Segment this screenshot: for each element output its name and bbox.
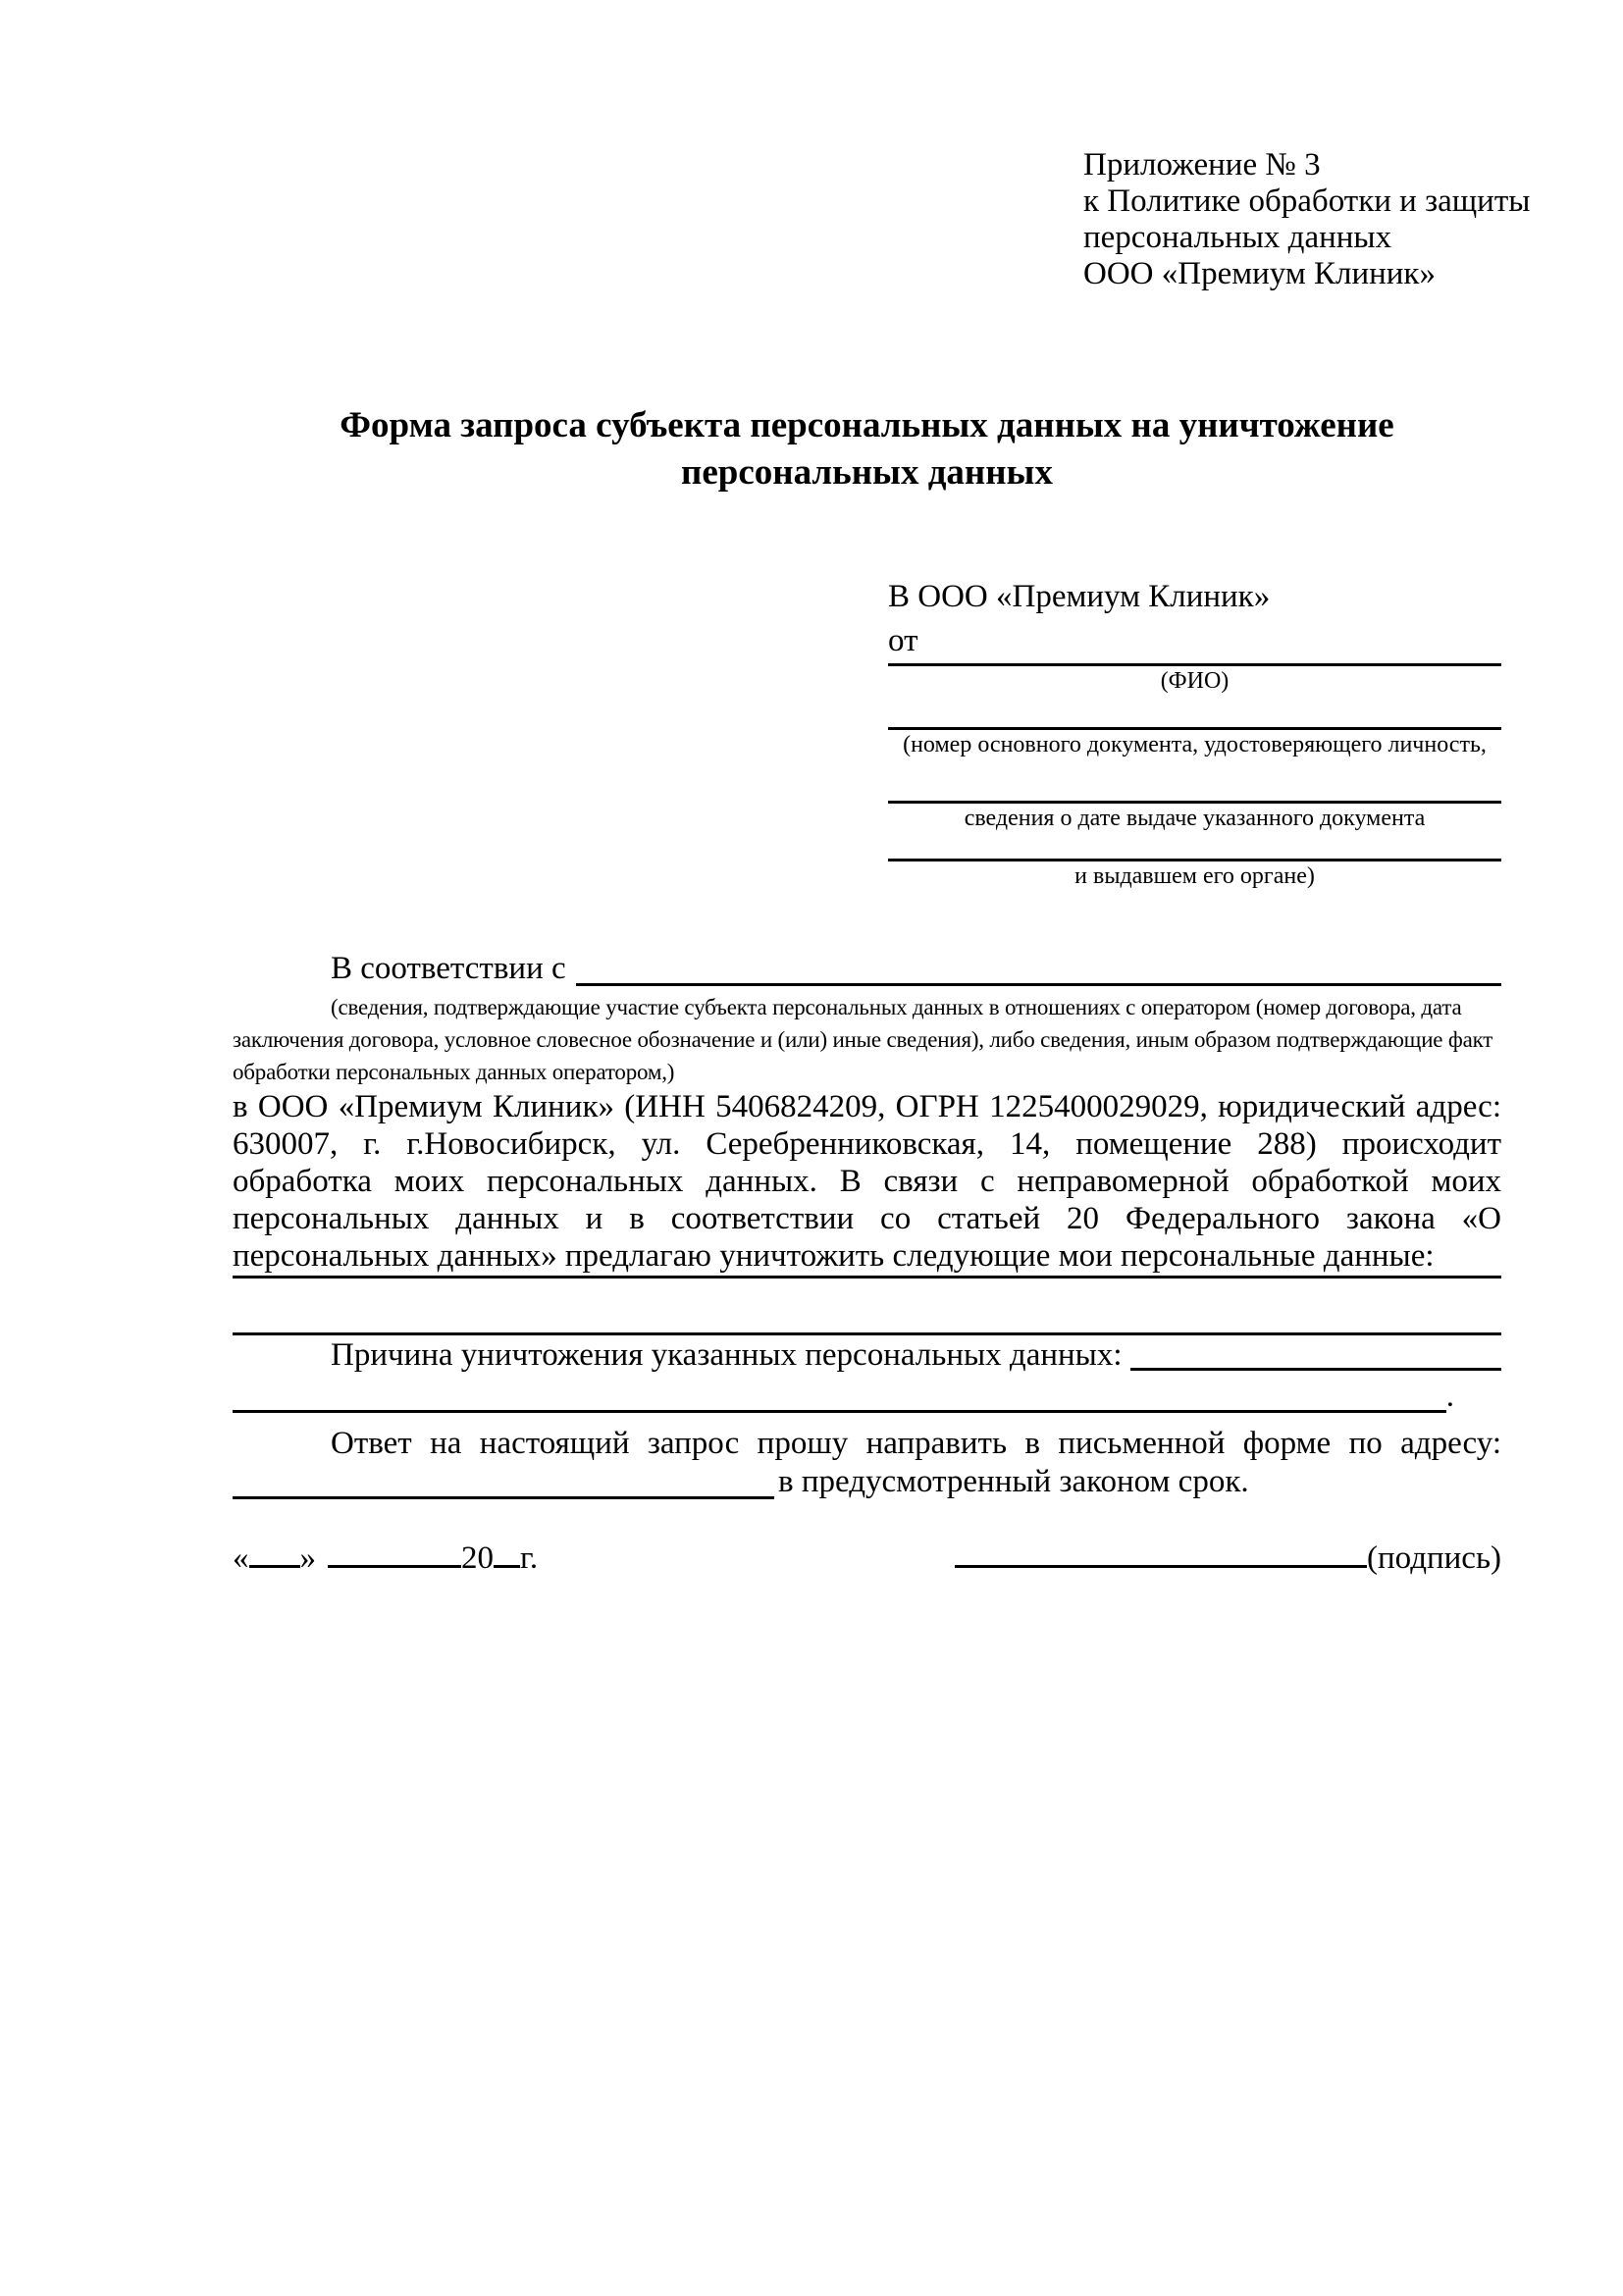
year-field-line bbox=[494, 1536, 520, 1568]
date-group bbox=[233, 1536, 538, 1578]
signature-group bbox=[955, 1536, 1501, 1578]
reason-row bbox=[233, 1337, 1501, 1374]
recipient-block bbox=[888, 575, 1501, 891]
appendix-block bbox=[1083, 147, 1530, 292]
note-line: (сведения, подтверждающие участие субъекта персональных данных в отношениях с оператором (номер договора, дата bbox=[331, 995, 1462, 1019]
note-line: обработки персональных данных оператором,) bbox=[233, 1060, 675, 1084]
reason-label: Причина уничтожения указанных персональных данных: bbox=[331, 1337, 1123, 1373]
recipient-to: В ООО «Премиум Клиник» bbox=[888, 579, 1271, 614]
date-signature-row bbox=[233, 1539, 1501, 1578]
date-open-quote: « bbox=[233, 1540, 249, 1576]
reason-continuation-line bbox=[233, 1380, 1446, 1413]
note-line: заключения договора, условное словесное обозначение и (или) иные сведения), либо сведения, иным образом подтверждающие факт bbox=[233, 1027, 1493, 1052]
appendix-line: Приложение № 3 bbox=[1083, 147, 1321, 183]
document-title bbox=[233, 402, 1501, 496]
year-prefix: 20 bbox=[461, 1540, 494, 1576]
month-field-line bbox=[328, 1536, 461, 1568]
address-field-line bbox=[233, 1464, 774, 1499]
body-line: обработка моих персональных данных. В связи с неправомерной обработкой моих bbox=[233, 1164, 1501, 1199]
explanatory-note bbox=[233, 991, 1501, 1088]
appendix-line: к Политике обработки и защиты bbox=[1083, 183, 1531, 219]
accordance-lead: В соответствии с bbox=[331, 951, 566, 986]
title-line: Форма запроса субъекта персональных данных на уничтожение bbox=[340, 405, 1394, 445]
period: . bbox=[1445, 1379, 1454, 1414]
body-line: в ООО «Премиум Клиник» (ИНН 5406824209, ОГРН 1225400029029, юридический адрес: bbox=[233, 1089, 1501, 1124]
year-suffix: г. bbox=[520, 1540, 539, 1576]
answer-tail: в предусмотренный законом срок. bbox=[778, 1464, 1249, 1499]
personal-data-field-line-2 bbox=[233, 1332, 1501, 1335]
answer-text: Ответ на настоящий запрос прошу направить в письменной форме по адресу: bbox=[331, 1426, 1501, 1461]
appendix-line: ООО «Премиум Клиник» bbox=[1083, 256, 1436, 291]
doc-date-field-line bbox=[888, 759, 1501, 804]
body-line: персональных данных» предлагаю уничтожить следующие мои персональные данные: bbox=[233, 1238, 1435, 1274]
title-line: персональных данных bbox=[681, 452, 1053, 493]
fio-caption: (ФИО) bbox=[1160, 668, 1230, 694]
doc-issuer-field-line bbox=[888, 833, 1501, 861]
body-line: персональных данных и в соответствии со статьей 20 Федерального закона «О bbox=[233, 1201, 1501, 1236]
answer-address-row bbox=[233, 1464, 1501, 1499]
personal-data-field-line-1 bbox=[233, 1276, 1501, 1278]
doc-number-field-line bbox=[888, 696, 1501, 730]
accordance-row bbox=[233, 946, 1501, 991]
doc-issuer-caption: и выдавшем его органе) bbox=[1074, 863, 1315, 889]
day-field-line bbox=[249, 1536, 300, 1568]
recipient-from-label: от bbox=[888, 623, 918, 658]
reason-continuation-row bbox=[233, 1380, 1501, 1413]
appendix-line: персональных данных bbox=[1083, 220, 1392, 255]
date-close-quote: » bbox=[299, 1540, 316, 1576]
reason-field-line bbox=[1130, 1337, 1501, 1371]
body-line: 630007, г. г.Новосибирск, ул. Серебренниковская, 14, помещение 288) происходит bbox=[233, 1126, 1501, 1162]
doc-number-caption: (номер основного документа, удостоверяющего личность, bbox=[903, 732, 1487, 757]
signature-caption: (подпись) bbox=[1367, 1540, 1501, 1576]
signature-field-line bbox=[955, 1536, 1367, 1568]
accordance-field-line bbox=[576, 946, 1501, 986]
doc-date-caption: сведения о дате выдаче указанного документа bbox=[964, 806, 1426, 831]
main-paragraph bbox=[233, 1088, 1501, 1275]
